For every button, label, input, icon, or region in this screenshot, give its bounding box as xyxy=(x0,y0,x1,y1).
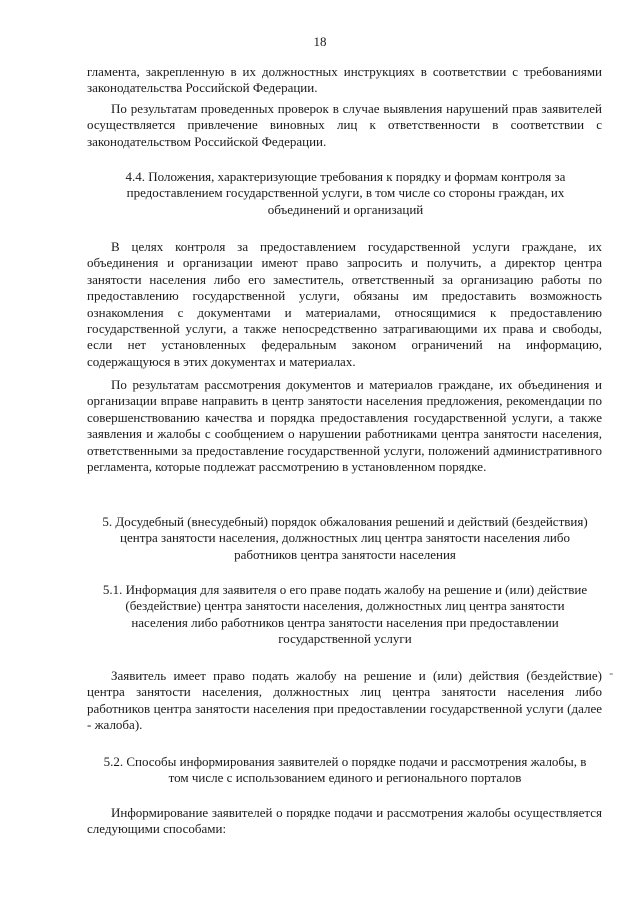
paragraph-inspection-results: По результатам проведенных проверок в случае выявления нарушений прав заявителей осуществляется привлечение виновных лиц к ответственности в соответствии с законодательством Российской Федерации. xyxy=(87,101,602,149)
paragraph-control-rights: В целях контроля за предоставлением государственной услуги граждане, их объединения и организации имеют право запросить и получить, а директор центра занятости населения либо его заместитель, ответственный за организацию работы по предоставлению государственной услуги, обязаны им предоставить возможность ознакомления с документами и материалами, относящимися к предоставлению государственной услуги, а также непосредственно затрагивающими их права и свободы, если нет установленных федеральным законом ограничений на информацию, содержащуюся в этих документах и материалах. xyxy=(87,239,602,369)
section-heading-5-2: 5.2. Способы информирования заявителей о порядке подачи и рассмотрения жалобы, в том числе с использованием единого и регионального порталов xyxy=(103,754,587,786)
section-heading-5-1: 5.1. Информация для заявителя о его праве подать жалобу на решение и (или) действие (бездействие) центра занятости населения, должностных лиц центра занятости населения либо работников центра занятости населения при предоставлении государственной услуги xyxy=(102,582,588,647)
paragraph-complaint-right: Заявитель имеет право подать жалобу на решение и (или) действия (бездействие) центра занятости населения, должностных лиц центра занятости населения либо работников центра занятости населения при предоставлении государственной услуги (далее - жалоба). xyxy=(87,668,602,733)
section-heading-4-4: 4.4. Положения, характеризующие требования к порядку и формам контроля за предоставлением государственной услуги, в том числе со стороны граждан, их объединений и организаций xyxy=(125,169,566,217)
page-number: 18 xyxy=(313,34,327,49)
paragraph-continuation: гламента, закрепленную в их должностных инструкциях в соответствии с требованиями законодательства Российской Федерации. xyxy=(87,64,602,96)
scan-mark: - xyxy=(609,665,614,680)
paragraph-informing-methods: Информирование заявителей о порядке подачи и рассмотрения жалобы осуществляется следующими способами: xyxy=(87,805,602,837)
paragraph-review-results: По результатам рассмотрения документов и материалов граждане, их объединения и организации вправе направить в центр занятости населения предложения, рекомендации по совершенствованию качества и порядка предоставления государственной услуги, а также заявления и жалобы с сообщением о нарушении работниками центра занятости населения, ответственными за предоставление государственной услуги, положений административного регламента, которые подлежат рассмотрению в установленном порядке. xyxy=(87,377,602,475)
section-heading-5: 5. Досудебный (внесудебный) порядок обжалования решений и действий (бездействия) центра занятости населения, должностных лиц центра занятости населения либо работников центра занятости населения xyxy=(102,514,588,562)
